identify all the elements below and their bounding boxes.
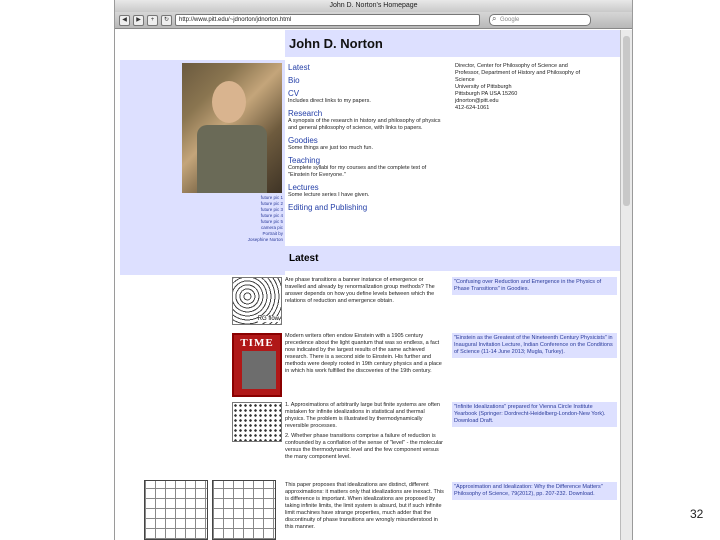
vertical-scrollbar[interactable] (620, 30, 632, 540)
search-input[interactable] (489, 14, 591, 26)
photo-credits (243, 195, 283, 243)
grid-figure (144, 480, 284, 540)
contact-line: University of Pittsburgh (455, 84, 512, 90)
slide-number: 32 (690, 507, 704, 521)
entry-text: 2. Whether phase transitions comprise a failure of reduction is confounded by a conflation of the sense of "level" - the molecular versus the thermodynamic level and the few component versus the many component level. (285, 433, 444, 460)
credit-link[interactable]: Portrait by (262, 231, 283, 236)
dots-image (232, 402, 282, 442)
nav-desc: A synopsis of the research in history and philosophy of physics and general philosophy of science, with links to papers. (288, 118, 441, 131)
image-caption: TIME (240, 337, 274, 349)
credit-link[interactable]: future pic 1 (260, 195, 283, 200)
page-title: John D. Norton (289, 36, 383, 51)
search-placeholder: Google (500, 17, 520, 23)
entry-text: Are phase transitions a banner instance of emergence or travelled and already by renormalization group methods? The answer depends on how you define levels between which the relations of reduction and emergence obtain. (285, 277, 435, 304)
nav-desc: Includes direct links to my papers. (288, 98, 371, 104)
site-navigation (288, 63, 448, 216)
nav-link-research[interactable]: Research (288, 109, 323, 118)
nav-link-editing[interactable]: Editing and Publishing (288, 203, 368, 212)
rg-flow-image (232, 277, 282, 325)
url-text: http://www.pitt.edu/~jdnorton/jdnorton.html (179, 17, 292, 23)
credit-link[interactable]: camera pic (260, 225, 283, 230)
entry-reference[interactable]: "Infinite Idealizations" prepared for Vienna Circle Institute Yearbook (Springer: Dordrecht-Heidelberg-London-New York). Download Draft. (452, 402, 617, 427)
add-bookmark-button[interactable]: + (147, 15, 158, 26)
latest-section-heading (285, 246, 620, 271)
nav-desc: Complete syllabi for my courses and the complete text of "Einstein for Everyone." (288, 165, 427, 178)
image-caption: RG flow (257, 316, 279, 322)
entry-text: This paper proposes that idealizations are distinct, different approximations: it matters only that idealizations are inexact. This is difference is important. When idealizations are proposed by taking infinite limits, the limit system is absurd, but if such infinite limit machines have strange properties, much adder that the discontinuity of phase transitions are wrongly misunderstood in this manner. (285, 482, 444, 530)
nav-desc: Some lecture series I have given. (288, 192, 370, 198)
credit-link[interactable]: future pic 4 (260, 213, 283, 218)
nav-link-goodies[interactable]: Goodies (288, 136, 318, 145)
nav-link-teaching[interactable]: Teaching (288, 156, 321, 165)
browser-toolbar (115, 12, 632, 29)
contact-email[interactable]: jdnorton@pitt.edu (455, 98, 499, 104)
credit-link[interactable]: Josephine Norton (247, 237, 283, 242)
back-button[interactable]: ◀ (119, 15, 130, 26)
window-title: John D. Norton's Homepage (329, 2, 418, 9)
scrollbar-thumb[interactable] (623, 36, 630, 206)
credit-link[interactable]: future pic 2 (260, 201, 283, 206)
entry-reference[interactable]: "Einstein as the Greatest of the Nineteenth Century Physicists" in Inaugural Invitation Lecture, Indian Conference on the Conditions of Science (11-14 June 2013; Mugla, Turkey). (452, 333, 617, 358)
nav-link-cv[interactable]: CV (288, 89, 300, 98)
nav-link-bio[interactable]: Bio (288, 76, 300, 85)
entry-text: Modern writers often endow Einstein with a 1905 century precedence about the light quantum that was so endless, a fact now indicated by the largest results of the same achieved research. There is a second side to Einstein. His further and methods were deeply rooted in 19th century physics and a place in which his work fulfilled the discoveries of the 19th century. (285, 333, 442, 374)
contact-line[interactable]: Science (455, 77, 475, 83)
portrait-photo (182, 63, 282, 193)
entry-reference[interactable]: "Approximation and Idealization: Why the Difference Matters" Philosophy of Science, 79(2012), pp. 207-232. Download. (452, 482, 617, 500)
contact-line[interactable]: Professor, Department of History and Philosophy of (455, 70, 581, 76)
contact-info (455, 63, 615, 112)
contact-line[interactable]: Director, Center for Philosophy of Science and (455, 63, 568, 69)
browser-window (114, 0, 633, 540)
forward-button[interactable]: ▶ (133, 15, 144, 26)
entry-text: 1. Approximations of arbitrarily large but finite systems are often mistaken for infinite idealizations in statistical and thermal physics. The problem is illustrated by thermodynamically reversible processes. (285, 402, 440, 429)
address-bar[interactable] (175, 14, 480, 26)
contact-phone: 412-624-1061 (455, 105, 490, 111)
entry-reference[interactable]: "Confusing over Reduction and Emergence in the Physics of Phase Transitions" in Goodies. (452, 277, 617, 295)
contact-line: Pittsburgh PA USA 15260 (455, 91, 518, 97)
page-title-bar (285, 30, 620, 57)
latest-heading: Latest (289, 253, 319, 264)
credit-link[interactable]: future pic 3 (260, 207, 283, 212)
reload-button[interactable]: ↻ (161, 15, 172, 26)
nav-link-latest[interactable]: Latest (288, 63, 310, 72)
time-cover-image (232, 333, 282, 397)
web-page (115, 30, 620, 540)
nav-link-lectures[interactable]: Lectures (288, 183, 319, 192)
credit-link[interactable]: future pic 5 (260, 219, 283, 224)
window-titlebar (115, 0, 632, 12)
nav-desc: Some things are just too much fun. (288, 145, 373, 151)
